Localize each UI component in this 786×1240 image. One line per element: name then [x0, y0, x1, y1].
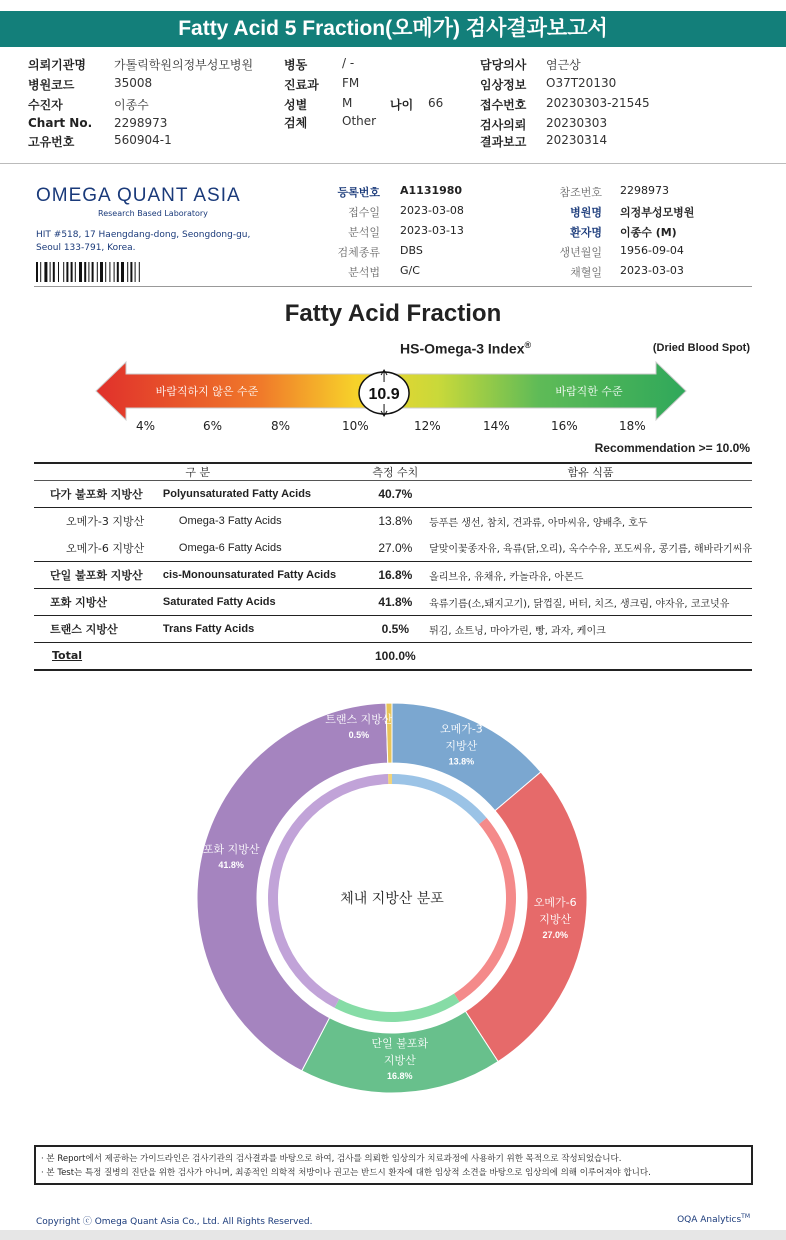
measured-value: 41.8%	[362, 589, 430, 616]
barcode-bar	[79, 262, 82, 282]
slice-value-label: 16.8%	[387, 1070, 413, 1081]
hs-index-label: HS-Omega-3 Index	[400, 340, 525, 357]
note-line: · 본 Test는 특정 질병의 진단을 위한 검사가 아니며, 최종적인 의학적 처방이나 권고는 반드시 환자에 대한 임상적 소견을 바탕으로 임상의에 의해 이루어져야 합니다.	[41, 1168, 651, 1178]
table-row	[34, 535, 752, 562]
slice-value-label: 13.8%	[448, 756, 475, 767]
slice-label: 트랜스 지방산	[325, 713, 393, 727]
doctor-value: 염근상	[546, 58, 581, 72]
barcode-bar	[36, 262, 38, 282]
code-value: 35008	[114, 76, 153, 90]
barcode-bar	[58, 262, 59, 282]
fatty-acid-table	[34, 462, 752, 671]
hospital-value: 가톨릭학원의정부성모병원	[114, 58, 254, 72]
request-value: 20230303	[546, 116, 608, 130]
measured-value: 16.8%	[362, 562, 430, 589]
col-foods: 함유 식품	[429, 463, 752, 481]
note-line: · 본 Report에서 제공하는 가이드라인은 검사기관의 검사결과를 바탕으로 하여, 검사를 의뢰한 임상의가 치료과정에 사용하기 위한 목적으로 작성되었습니다.	[41, 1154, 622, 1164]
barcode-bar	[109, 262, 110, 282]
scale-tick-label: 10%	[342, 419, 369, 433]
food-sources: 올리브유, 유채유, 카놀라유, 아몬드	[429, 562, 752, 589]
hosp-label: 병원명	[570, 206, 602, 219]
index-gauge	[94, 360, 688, 422]
clinical-label: 임상정보	[480, 78, 527, 92]
barcode-bar	[40, 262, 41, 282]
spacer	[429, 643, 752, 670]
table-row	[34, 481, 752, 508]
result-label: 결과보고	[480, 135, 527, 149]
measured-value: 13.8%	[378, 514, 413, 529]
address-line-2: Seoul 133-791, Korea.	[36, 243, 136, 253]
barcode	[36, 262, 172, 282]
fatty-acid-donut-chart	[192, 703, 592, 1103]
food-sources	[429, 481, 752, 508]
chart-label: Chart No.	[28, 116, 93, 130]
chart-value: 2298973	[114, 116, 168, 130]
method-label: 분석법	[348, 266, 380, 279]
category-name: 트랜스 지방산	[34, 616, 163, 643]
measured-value: 40.7%	[362, 481, 430, 508]
col-value: 측정 수치	[362, 463, 430, 481]
specimen-label: 검체	[284, 116, 308, 130]
barcode-bar	[75, 262, 76, 282]
barcode-bar	[97, 262, 98, 282]
table-header	[34, 463, 752, 481]
barcode-bar	[105, 262, 106, 282]
barcode-bar	[130, 262, 132, 282]
name-value: 이종수	[114, 98, 149, 112]
reg-value: A1131980	[400, 184, 463, 197]
result-value: 20230314	[546, 133, 608, 147]
measured-value: 0.5%	[362, 616, 430, 643]
age-value: 66	[428, 96, 444, 110]
slice-label: 단일 불포화	[371, 1036, 429, 1050]
slice-label: 지방산	[445, 739, 478, 753]
scale-tick-label: 14%	[483, 419, 510, 433]
accession-label: 접수번호	[480, 98, 527, 112]
inner-ring-slice	[388, 774, 392, 784]
category-name: 오메가-6 지방산	[34, 535, 163, 562]
category-english: Saturated Fatty Acids	[163, 589, 362, 616]
category-name: 오메가-3 지방산	[66, 515, 145, 529]
total-label: Total	[34, 643, 163, 670]
hosp-value: 의정부성모병원	[620, 206, 695, 219]
barcode-bar	[92, 262, 94, 282]
divider	[0, 163, 786, 164]
category-english: Omega-6 Fatty Acids	[163, 535, 362, 562]
disclaimer-box	[34, 1145, 753, 1185]
ref-value: 2298973	[620, 184, 669, 197]
barcode-bar	[84, 262, 86, 282]
dept-value: FM	[342, 76, 360, 90]
barcode-bar	[139, 262, 140, 282]
barcode-bar	[117, 262, 119, 282]
hs-index-title	[400, 340, 531, 357]
barcode-bar	[63, 262, 64, 282]
slice-label: 지방산	[539, 913, 572, 927]
total-row	[34, 643, 752, 670]
lab-logo: OMEGA QUANT ASIA	[36, 185, 241, 206]
slice-value-label: 27.0%	[542, 930, 569, 941]
doctor-label: 담당의사	[480, 58, 527, 72]
slice-value-label: 0.5%	[348, 730, 370, 741]
barcode-bar	[44, 262, 47, 282]
barcode-bar	[53, 262, 55, 282]
food-sources: 튀김, 쇼트닝, 마아가린, 빵, 과자, 케이크	[429, 616, 752, 643]
category-name: 포화 지방산	[34, 589, 163, 616]
dept-label: 진료과	[284, 78, 319, 92]
type-value: DBS	[400, 244, 423, 257]
request-label: 검사의뢰	[480, 118, 527, 132]
draw-value: 2023-03-03	[620, 264, 684, 277]
recommendation: Recommendation >= 10.0%	[594, 441, 750, 455]
total-value: 100.0%	[362, 643, 430, 670]
category-english: Trans Fatty Acids	[163, 616, 362, 643]
category-english: Polyunsaturated Fatty Acids	[163, 481, 362, 508]
id-label: 고유번호	[28, 135, 75, 149]
sex-label: 성별	[284, 98, 308, 112]
method-value: G/C	[400, 264, 420, 277]
sample-type: (Dried Blood Spot)	[652, 342, 750, 354]
clinical-value: O37T20130	[546, 76, 617, 90]
food-sources: 달맞이꽃종자유, 육류(닭,오리), 옥수수유, 포도씨유, 콩기름, 해바라기씨유	[429, 535, 752, 562]
ward-label: 병동	[284, 58, 308, 72]
food-sources: 육류기름(소,돼지고기), 닭껍질, 버터, 치즈, 생크림, 야자유, 코코넛유	[429, 589, 752, 616]
brand-name: OQA Analytics	[677, 1215, 742, 1225]
name-label: 수진자	[28, 98, 63, 112]
recv-value: 2023-03-08	[400, 204, 464, 217]
sex-value: M	[342, 96, 353, 110]
anal-value: 2023-03-13	[400, 224, 464, 237]
barcode-bar	[88, 262, 89, 282]
category-english: Omega-3 Fatty Acids	[178, 515, 282, 528]
hospital-label: 의뢰기관명	[28, 58, 86, 72]
dob-label: 생년월일	[559, 246, 602, 259]
slice-label: 오메가-3	[439, 722, 483, 736]
dob-value: 1956-09-04	[620, 244, 684, 257]
donut-center-title: 체내 지방산 분포	[340, 891, 444, 907]
page-bottom-bar	[0, 1230, 786, 1240]
trademark: TM	[741, 1213, 750, 1220]
barcode-bar	[121, 262, 124, 282]
col-category: 구 분	[34, 463, 362, 481]
specimen-value: Other	[342, 114, 377, 128]
barcode-bar	[66, 262, 68, 282]
slice-label: 포화 지방산	[202, 843, 260, 857]
recv-label: 접수일	[348, 206, 380, 219]
scale-tick-label: 4%	[136, 419, 156, 433]
address-line-1: HIT #518, 17 Haengdang-dong, Seongdong-gu,	[36, 230, 251, 240]
id-value: 560904-1	[114, 133, 172, 147]
slice-value-label: 41.8%	[218, 860, 244, 871]
table-row	[34, 589, 752, 616]
barcode-bar	[127, 262, 128, 282]
good-level-label: 바람직한 수준	[555, 385, 623, 398]
divider	[34, 286, 752, 287]
barcode-bar	[71, 262, 73, 282]
lab-address	[36, 229, 250, 255]
slice-label: 오메가-6	[533, 896, 577, 910]
barcode-bar	[50, 262, 51, 282]
pat-label: 환자명	[570, 226, 602, 239]
scale-tick-label: 18%	[619, 419, 646, 433]
accession-value: 20230303-21545	[546, 96, 650, 110]
barcode-bar	[135, 262, 136, 282]
scale-tick-label: 8%	[271, 419, 291, 433]
food-sources: 등푸른 생선, 참치, 견과류, 아마씨유, 양배추, 호두	[429, 517, 648, 529]
report-title: Fatty Acid 5 Fraction(오메가) 검사결과보고서	[0, 11, 786, 47]
index-value: 10.9	[368, 386, 400, 403]
registered-mark: ®	[524, 340, 532, 350]
type-label: 검체종류	[337, 246, 380, 259]
scale-tick-label: 16%	[551, 419, 578, 433]
inner-ring-slice	[335, 994, 460, 1022]
lab-tagline: Research Based Laboratory	[98, 209, 208, 218]
table-row	[34, 562, 752, 589]
pat-value: 이종수 (M)	[620, 226, 677, 239]
ref-label: 참조번호	[559, 186, 602, 199]
scale-tick-label: 12%	[414, 419, 441, 433]
bad-level-label: 바람직하지 않은 수준	[155, 385, 259, 398]
reg-label: 등록번호	[337, 186, 380, 199]
table-row	[34, 616, 752, 643]
category-name: 다가 불포화 지방산	[34, 481, 163, 508]
age-label: 나이	[390, 98, 414, 112]
draw-label: 채혈일	[570, 266, 602, 279]
category-name: 단일 불포화 지방산	[34, 562, 163, 589]
spacer	[163, 643, 362, 670]
slice-label: 지방산	[383, 1053, 416, 1067]
code-label: 병원코드	[28, 78, 75, 92]
section-title: Fatty Acid Fraction	[284, 300, 502, 327]
table-row	[34, 508, 752, 535]
category-english: cis-Monounsaturated Fatty Acids	[163, 562, 362, 589]
anal-label: 분석일	[348, 226, 380, 239]
ward-value: / -	[342, 56, 355, 70]
scale-tick-label: 6%	[203, 419, 223, 433]
copyright: Copyright ⓒ Omega Quant Asia Co., Ltd. All Rights Reserved.	[36, 1217, 313, 1227]
barcode-bar	[100, 262, 103, 282]
footer-brand	[677, 1213, 750, 1225]
measured-value: 27.0%	[362, 535, 430, 562]
barcode-bar	[114, 262, 115, 282]
